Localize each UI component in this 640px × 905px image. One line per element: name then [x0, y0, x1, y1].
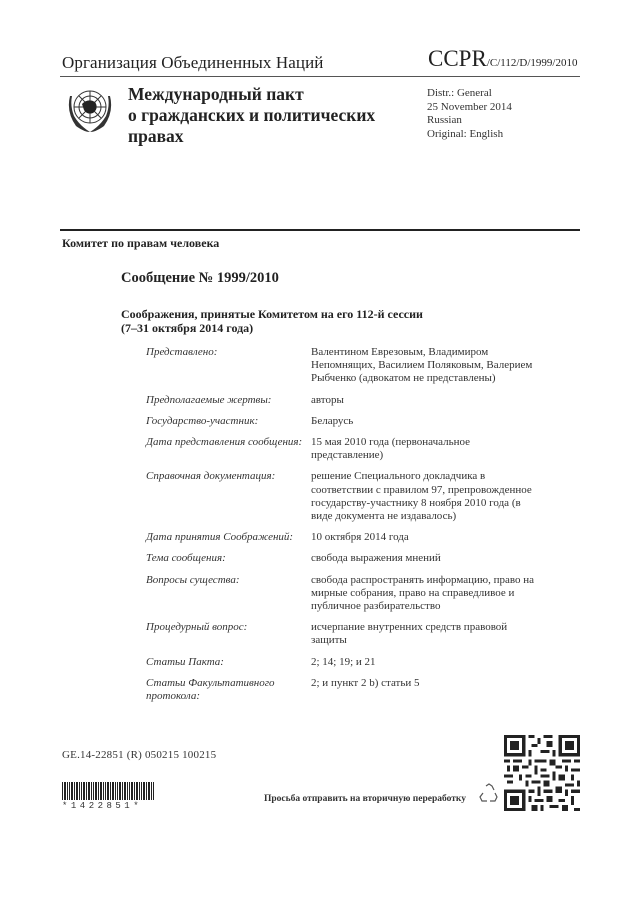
metadata-value: Валентином Еврезовым, Владимиром Непомнящих, Василием Поляковым, Валерием Рыбченко (адвокатом не представлены): [311, 346, 533, 385]
un-emblem-icon: [62, 82, 118, 138]
metadata-value: свобода распространять информацию, право на мирные собрания, право на справедливое и публичное разбирательство: [311, 573, 535, 613]
metadata-label: Статьи Пакта:: [146, 655, 224, 668]
metadata-row: [146, 574, 539, 622]
metadata-row: [146, 656, 539, 677]
recycle-icon: [478, 782, 500, 804]
metadata-value: 2; и пункт 2 b) статьи 5: [311, 676, 420, 689]
metadata-value: 15 мая 2010 года (первоначальное представление): [311, 436, 471, 462]
recycle-notice: Просьба отправить на вторичную переработку: [264, 794, 466, 804]
metadata-label: Государство-участник:: [146, 414, 259, 427]
qr-code-icon: [504, 735, 580, 811]
metadata-label: Предполагаемые жертвы:: [146, 393, 272, 406]
metadata-label: Дата представления сообщения:: [146, 436, 303, 449]
header-rule: [60, 76, 580, 77]
barcode-number: *1422851*: [62, 801, 143, 811]
metadata-label: Тема сообщения:: [146, 552, 226, 565]
distr-date: 25 November 2014: [427, 100, 512, 113]
distr-original: Original: English: [427, 127, 504, 140]
distribution-block: [427, 87, 512, 141]
symbol-main: CCPR: [428, 46, 487, 71]
metadata-value: Беларусь: [311, 414, 354, 427]
organization-name: Организация Объединенных Наций: [62, 53, 324, 72]
metadata-label: Представлено:: [146, 346, 218, 358]
title-line-2: о гражданских и политических: [128, 105, 376, 125]
metadata-label: Справочная документация:: [146, 470, 276, 483]
metadata-value: решение Специального докладчика в соответствии с правилом 97, препровожденное государству-участнику 8 ноября 2010 года (в виде документа не издавалось): [311, 470, 532, 523]
views-line-2: (7–31 октября 2014 года): [121, 321, 254, 335]
metadata-value: свобода выражения мнений: [311, 552, 441, 565]
document-symbol: [428, 46, 577, 72]
metadata-row: [146, 677, 539, 711]
committee-name: Комитет по правам человека: [62, 236, 220, 250]
symbol-rest: /C/112/D/1999/2010: [486, 57, 578, 69]
views-line-1: Соображения, принятые Комитетом на его 112-й сессии: [121, 307, 423, 321]
title-line-1: Международный пакт: [128, 84, 304, 104]
metadata-label: Дата принятия Соображений:: [146, 531, 294, 544]
metadata-table: [146, 346, 539, 711]
distr-language: Russian: [427, 114, 462, 126]
metadata-row: [146, 346, 539, 394]
document-reference: GE.14-22851 (R) 050215 100215: [62, 749, 217, 761]
metadata-value: исчерпание внутренних средств правовой защиты: [311, 621, 508, 647]
document-title: [128, 84, 375, 147]
title-line-3: правах: [128, 126, 184, 146]
section-rule: [60, 229, 580, 231]
metadata-label: Вопросы существа:: [146, 573, 240, 586]
metadata-value: авторы: [311, 393, 344, 406]
metadata-row: [146, 470, 539, 531]
metadata-label: Процедурный вопрос:: [146, 621, 248, 634]
barcode-icon: [62, 782, 154, 800]
metadata-row: [146, 415, 539, 436]
metadata-row: [146, 436, 539, 470]
metadata-row: [146, 621, 539, 655]
distr-general: Distr.: General: [427, 87, 492, 99]
metadata-row: [146, 531, 539, 552]
metadata-value: 2; 14; 19; и 21: [311, 655, 376, 668]
metadata-value: 10 октября 2014 года: [311, 531, 409, 544]
views-heading: [121, 307, 423, 335]
metadata-label: Статьи Факультативного протокола:: [146, 676, 275, 703]
communication-number: Сообщение № 1999/2010: [121, 270, 279, 286]
metadata-row: [146, 394, 539, 415]
metadata-row: [146, 552, 539, 573]
